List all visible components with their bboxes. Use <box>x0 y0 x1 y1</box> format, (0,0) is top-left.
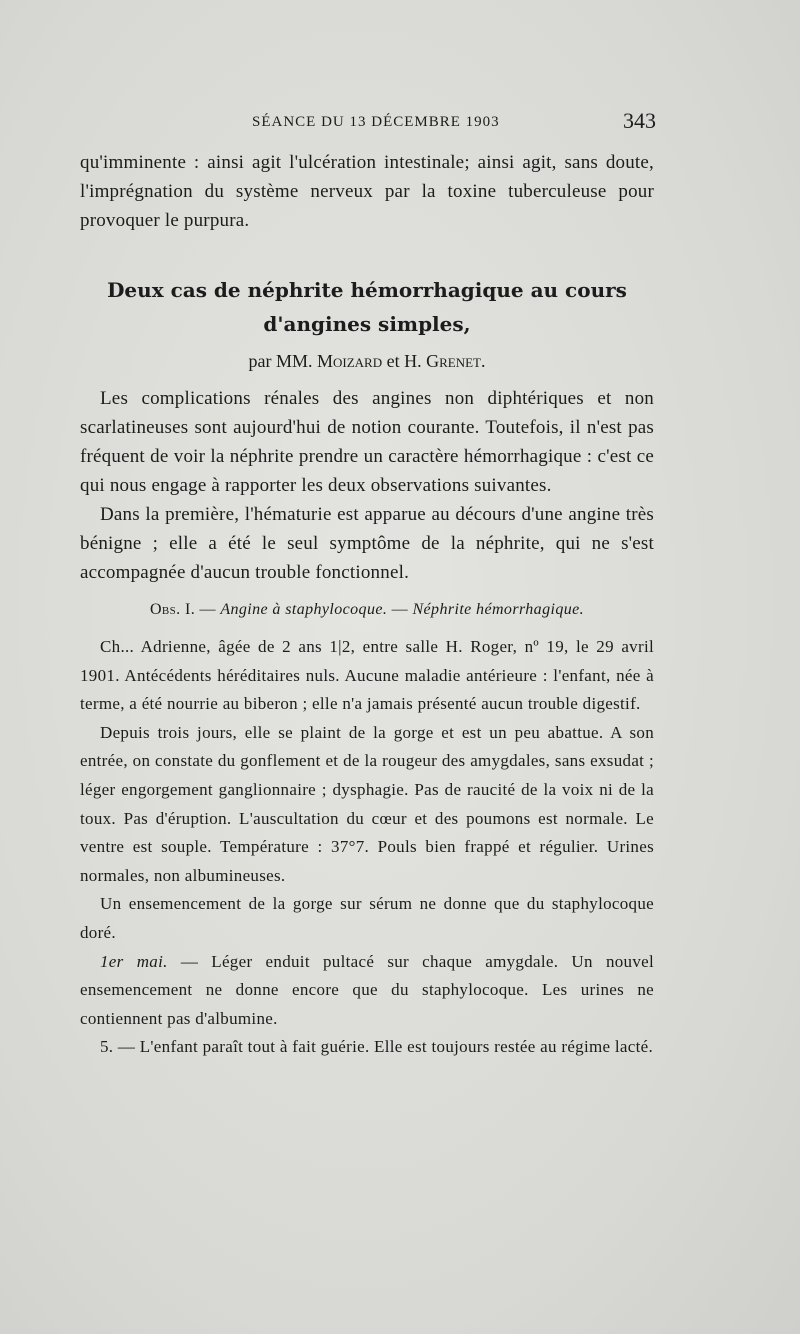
authors-suffix: . <box>481 351 486 371</box>
article-paragraph-2: Dans la première, l'hématurie est apparue au décours d'une angine très bénigne ; elle a été le seul symptôme de la néphrite, qui ne s'est accompagnée d'aucun trouble fonctionnel. <box>80 504 654 583</box>
author-grenet: Grenet <box>426 351 481 371</box>
observation-paragraph-4 <box>80 948 654 1034</box>
article-title-line-2: d'angines simples, <box>263 312 471 336</box>
observation-heading-2: Néphrite hémorrhagique. <box>412 601 585 618</box>
authors-prefix: par MM. <box>248 351 313 371</box>
observation-paragraph-1: Ch... Adrienne, âgée de 2 ans 1|2, entre salle H. Roger, nº 19, le 29 avril 1901. Antécédents héréditaires nuls. Aucune maladie antérieure : l'enfant, née à terme, a été nourrie au biberon ; elle n'a jamais présenté aucun trouble digestif. <box>80 637 654 714</box>
observation-heading <box>80 601 654 619</box>
article-title <box>80 273 654 341</box>
observation-dash-2: — <box>387 601 413 618</box>
observation-paragraph-4-text: — Léger enduit pultacé sur chaque amygdale. Un nouvel ensemencement ne donne encore que du staphylocoque. Les urines ne contiennent pas d'albumine. <box>80 951 655 1028</box>
observation-paragraph-3: Un ensemencement de la gorge sur sérum ne donne que du staphylocoque doré. <box>80 894 654 942</box>
article-title-line-1: Deux cas de néphrite hémorrhagique au cours <box>107 278 627 302</box>
authors-and: et H. <box>386 351 422 371</box>
observation-label: Obs. I. <box>149 601 196 618</box>
observation-paragraph-5: 5. — L'enfant paraît tout à fait guérie. Elle est toujours restée au régime lacté. <box>100 1037 654 1057</box>
observation-dash-1: — <box>195 601 221 618</box>
page-number: 343 <box>623 108 656 133</box>
continuation-paragraph: qu'imminente : ainsi agit l'ulcération intestinale; ainsi agit, sans doute, l'imprégnation du système nerveux par la toxine tuberculeuse pour provoquer le purpura. <box>80 152 654 231</box>
author-moizard: Moizard <box>316 351 383 371</box>
observation-date-may-1: 1er mai. <box>100 951 168 971</box>
article-authors <box>80 351 654 372</box>
page-header <box>80 108 656 138</box>
running-head: SÉANCE DU 13 DÉCEMBRE 1903 <box>252 114 500 130</box>
observation-heading-1: Angine à staphylocoque. <box>220 601 388 618</box>
observation-paragraph-2: Depuis trois jours, elle se plaint de la gorge et est un peu abattue. A son entrée, on constate du gonflement et de la rougeur des amygdales, sans exsudat ; léger engorgement ganglionnaire ; dysphagie. Pas de raucité de la voix ni de la toux. Pas d'éruption. L'auscultation du cœur et des poumons est normale. Le ventre est souple. Température : 37°7. Pouls bien frappé et régulier. Urines normales, non albumineuses. <box>80 722 654 885</box>
article-paragraph-1: Les complications rénales des angines non diphtériques et non scarlatineuses sont aujourd'hui de notion courante. Toutefois, il n'est pas fréquent de voir la néphrite prendre un caractère hémorrhagique : c'est ce qui nous engage à rapporter les deux observations suivantes. <box>80 388 654 496</box>
text-block <box>80 148 654 1062</box>
